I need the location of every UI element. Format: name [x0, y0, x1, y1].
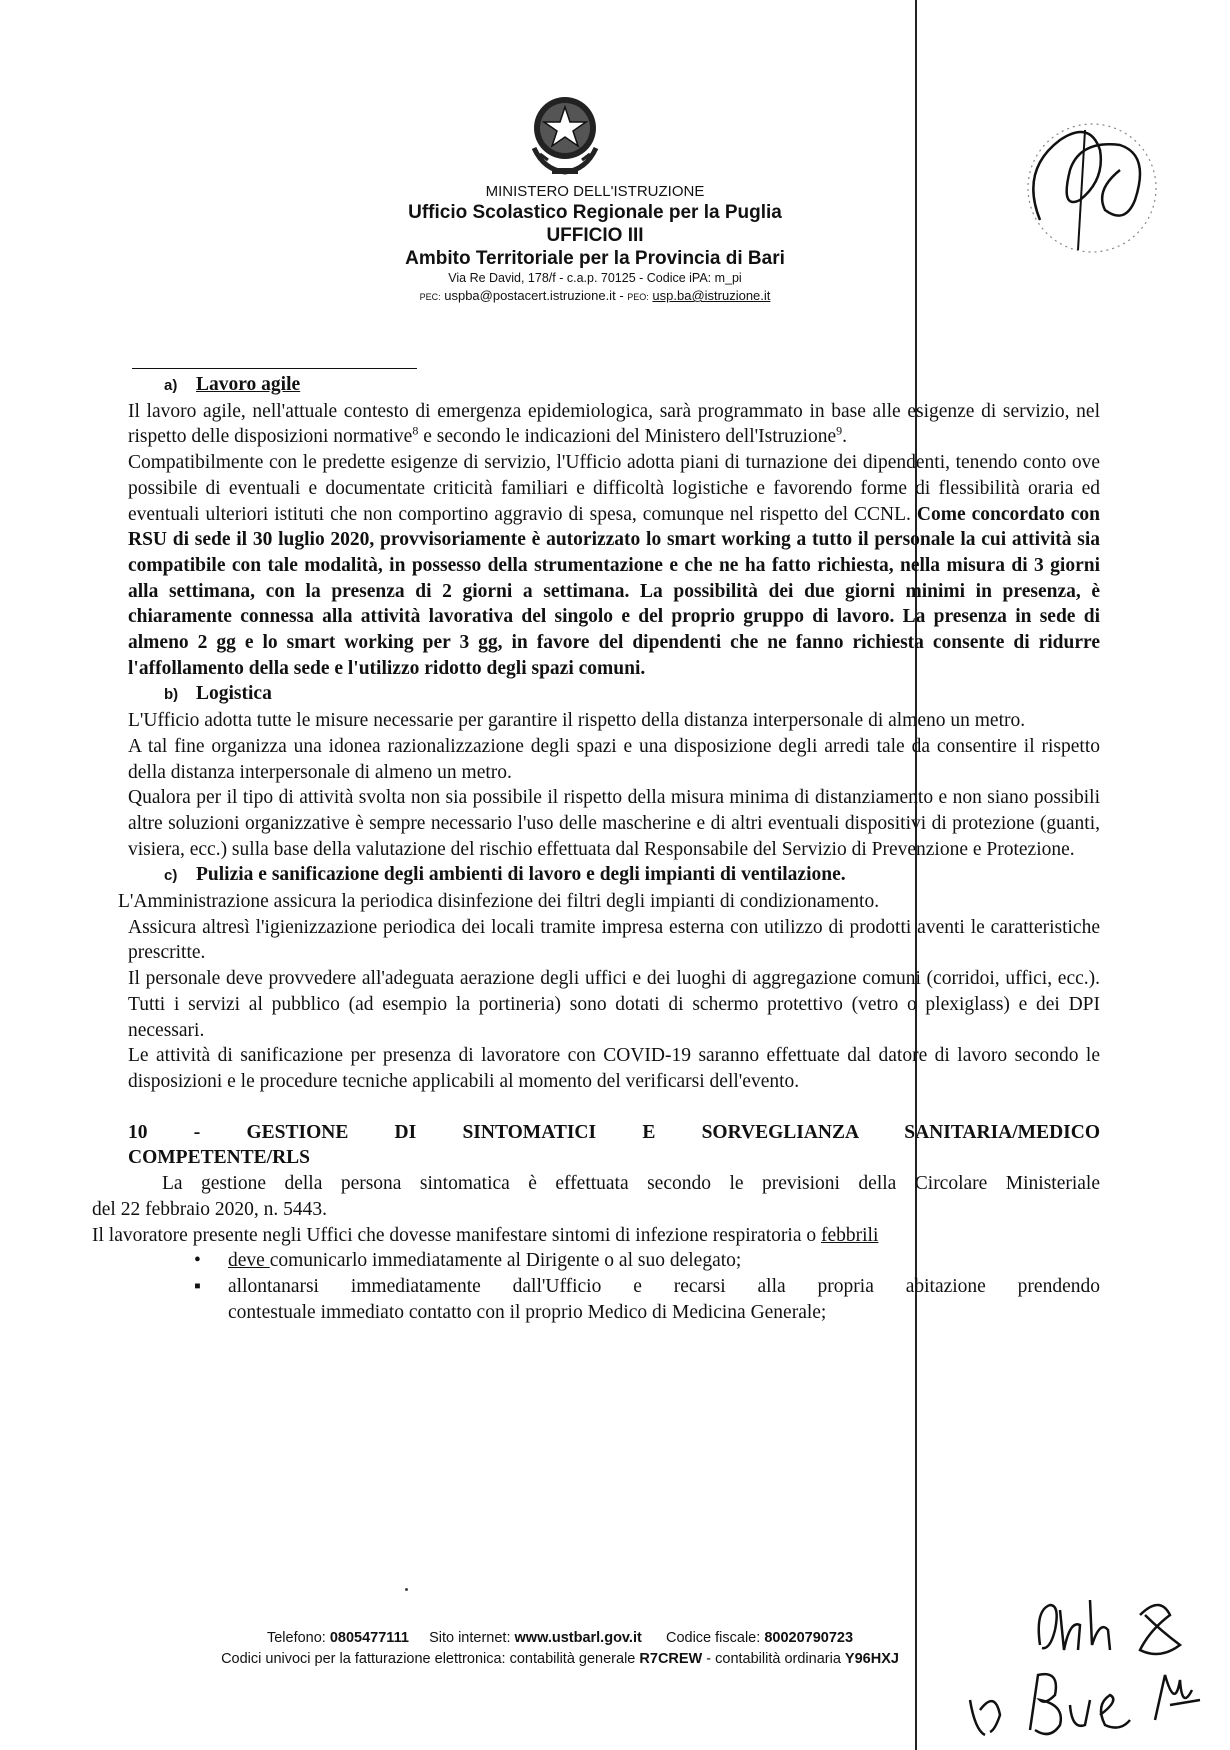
office-line-1: Ufficio Scolastico Regionale per la Puglia: [408, 202, 782, 223]
spacer: [128, 1095, 1100, 1120]
section-a-paragraph-1: [128, 399, 1100, 450]
site-label: Sito internet:: [429, 1630, 511, 1646]
section-10-heading-line-1: 10 - GESTIONE DI SINTOMATICI E SORVEGLIANZA SANITARIA/MEDICO: [128, 1121, 1100, 1143]
section-10-paragraph-1b: del 22 febbraio 2020, n. 5443.: [92, 1198, 328, 1220]
text-run: contestuale immediato contatto con il proprio Medico di Medicina Generale;: [228, 1301, 827, 1323]
bullet-square-icon: ▪: [194, 1275, 201, 1297]
text-run: allontanarsi immediatamente dall'Ufficio e recarsi alla propria abitazione prendendo: [228, 1275, 1100, 1297]
text-run: comunicarlo immediatamente al Dirigente o al suo delegato;: [269, 1250, 742, 1272]
signature-stamp-icon: [1000, 110, 1170, 270]
section-c-letter: c): [164, 867, 178, 885]
section-c-paragraph-2: Assicura altresì l'igienizzazione periodica dei locali tramite impresa esterna con utilizzo di prodotti aventi le caratteristiche prescritte.: [128, 916, 1100, 964]
text-run: .: [842, 426, 847, 448]
office-line-2: UFFICIO III: [546, 225, 644, 246]
section-c-heading: [128, 862, 1100, 889]
section-b-paragraph-3: Qualora per il tipo di attività svolta non sia possibile il rispetto della misura minima di distanziamento e non siano possibili altre soluzioni organizzative è sempre necessario l'uso delle mascherine e di altri eventuali dispositivi di protezione (guanti, visiera, ecc.) sulla base della valutazione del rischio effettuata dal Responsabile del Servizio di Prevenzione e Protezione.: [128, 787, 1100, 860]
footer: [130, 1628, 990, 1670]
republic-emblem-icon: [522, 88, 608, 176]
email-separator: -: [619, 288, 624, 303]
section-10-paragraph-2: [92, 1223, 1100, 1249]
section-b-heading: [128, 681, 1100, 708]
billing-codes-text-2: - contabilità ordinaria: [706, 1651, 841, 1667]
section-b-paragraph-1: L'Ufficio adotta tutte le misure necessarie per garantire il rispetto della distanza interpersonale di almeno un metro.: [128, 710, 1026, 732]
section-a-letter: a): [164, 377, 178, 394]
footer-line-1: [130, 1628, 990, 1649]
pec-address[interactable]: uspba@postacert.istruzione.it: [444, 288, 616, 303]
ministry-name: MINISTERO DELL'ISTRUZIONE: [485, 183, 705, 200]
section-10-heading-line-2: COMPETENTE/RLS: [128, 1147, 311, 1169]
document-body: [92, 372, 1100, 1325]
text-run: Il lavoratore presente negli Uffici che dovesse manifestare sintomi di infezione respiratoria o: [92, 1224, 821, 1246]
footnote-ref: 9: [836, 423, 843, 438]
text-run: Il lavoro agile, nell'attuale contesto di emergenza epidemiologica, sarà programmato in base alle esigenze di servizio, nel rispetto delle disposizioni normative: [128, 400, 1100, 448]
text-run: e secondo le indicazioni del Ministero dell'Istruzione: [418, 426, 837, 448]
bullet-item-2: [128, 1274, 1100, 1325]
text-run-underlined: febbrili: [821, 1224, 879, 1246]
billing-code-ordinary: Y96HXJ: [844, 1651, 899, 1667]
footer-line-2: [130, 1649, 990, 1670]
handwritten-initials-bottom: [960, 1660, 1210, 1745]
section-a-paragraph-2: [128, 450, 1100, 681]
section-rule: [132, 368, 417, 369]
email-line: [300, 287, 890, 306]
section-a-heading: [128, 372, 1100, 399]
site-link[interactable]: www.ustbarl.gov.it: [514, 1630, 642, 1646]
letterhead: [300, 182, 890, 306]
phone-label: Telefono:: [266, 1630, 326, 1646]
office-line-3: Ambito Territoriale per la Provincia di Bari: [405, 248, 785, 269]
section-c-paragraph-1: L'Amministrazione assicura la periodica disinfezione dei filtri degli impianti di condizionamento.: [118, 891, 880, 913]
phone-number: 0805477111: [329, 1630, 409, 1646]
section-c-paragraph-3: Il personale deve provvedere all'adeguata aerazione degli uffici e dei luoghi di aggregazione comuni (corridoi, uffici, ecc.). Tutti i servizi al pubblico (ad esempio la portineria) sono dotati di schermo protettivo (vetro o plexiglass) e dei DPI necessari.: [128, 968, 1100, 1041]
bullet-dot-icon: •: [194, 1250, 201, 1272]
billing-code-general: R7CREW: [639, 1651, 703, 1667]
section-c-paragraph-4: Le attività di sanificazione per presenza di lavoratore con COVID-19 saranno effettuate dal datore di lavoro secondo le disposizioni e le procedure tecniche applicabili al momento del verificarsi dell'evento.: [128, 1045, 1100, 1092]
peo-address[interactable]: usp.ba@istruzione.it: [652, 288, 771, 303]
tax-code-label: Codice fiscale:: [665, 1630, 761, 1646]
peo-label: PEO:: [627, 292, 649, 302]
footnote-ref: 8: [412, 423, 419, 438]
handwritten-initials-top: [1030, 1590, 1200, 1665]
section-a-title: Lavoro agile: [196, 374, 301, 395]
section-b-title: Logistica: [196, 683, 272, 705]
address: Via Re David, 178/f - c.a.p. 70125 - Codice iPA: m_pi: [448, 271, 742, 285]
tax-code: 80020790723: [764, 1630, 854, 1646]
scan-speck: [405, 1588, 408, 1591]
pec-label: PEC:: [419, 292, 441, 302]
section-10-paragraph-1a: La gestione della persona sintomatica è effettuata secondo le previsioni della Circolare Ministeriale: [162, 1173, 1100, 1195]
section-c-title: Pulizia e sanificazione degli ambienti di lavoro e degli impianti di ventilazione.: [196, 864, 846, 886]
section-b-paragraph-2: A tal fine organizza una idonea razionalizzazione degli spazi e una disposizione degli arredi tale da consentire il rispetto della distanza interpersonale di almeno un metro.: [128, 735, 1100, 783]
text-run-underlined: deve: [228, 1250, 270, 1272]
section-b-letter: b): [164, 686, 179, 704]
billing-codes-text: Codici univoci per la fatturazione elettronica: contabilità generale: [221, 1651, 636, 1667]
text-run-bold: Come concordato con RSU di sede il 30 luglio 2020, provvisoriamente è autorizzato lo smart working a tutto il personale la cui attività sia compatibile con tale modalità, in possesso della strumentazione e che ne ha fatto richiesta, nella misura di 3 giorni alla settimana, con la presenza di 2 giorni a settimana. La possibilità dei due giorni minimi in presenza, è chiaramente connessa alla attività lavorativa del singolo e del proprio gruppo di lavoro. La presenza in sede di almeno 2 gg e lo smart working per 3 gg, in favore del dipendenti che ne fanno richiesta consente di ridurre l'affollamento della sede e l'utilizzo ridotto degli spazi comuni.: [128, 503, 1100, 679]
bullet-item-1: [128, 1248, 1100, 1274]
text-run: Compatibilmente con le predette esigenze di servizio, l'Ufficio adotta piani di turnazione dei dipendenti, tenendo conto ove possibile di eventuali e documentate criticità familiari e difficoltà logistiche e favorendo forme di flessibilità oraria ed eventuali ulteriori istituti che non comportino aggravio di spesa, comunque nel rispetto del CCNL.: [128, 452, 1100, 525]
